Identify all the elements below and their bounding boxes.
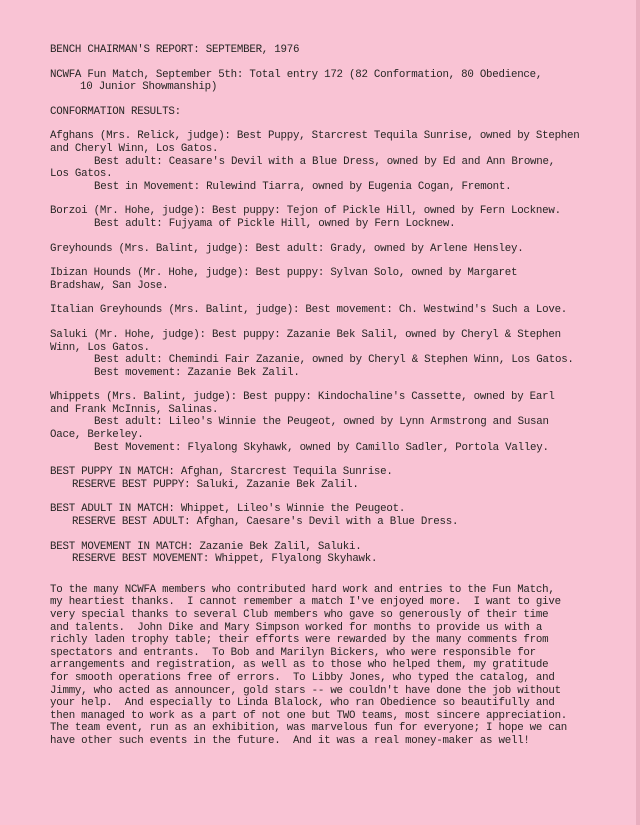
whippets-results (50, 391, 600, 454)
best-adult-section (50, 503, 600, 528)
result-line: and Cheryl Winn, Los Gatos. (50, 142, 219, 155)
result-line: Best movement: Zazanie Bek Zalil. (94, 366, 300, 379)
closing-line: spectators and entrants. To Bob and Marilyn Bickers, who were responsible for (50, 646, 536, 659)
result-line: RESERVE BEST MOVEMENT: Whippet, Flyalong Skyhawk. (72, 553, 378, 566)
greyhounds-results (50, 243, 600, 256)
conformation-heading: CONFORMATION RESULTS: (50, 105, 181, 118)
result-line: Best adult: Lileo's Winnie the Peugeot, owned by Lynn Armstrong and Susan (94, 416, 549, 429)
borzoi-results (50, 205, 600, 230)
result-line: Best Movement: Flyalong Skyhawk, owned by Camillo Sadler, Portola Valley. (94, 441, 549, 454)
closing-line: richly laden trophy table; their efforts were rewarded by the many comments from (50, 634, 549, 647)
match-summary-line1: NCWFA Fun Match, September 5th: Total entry 172 (82 Conformation, 80 Obedience, (50, 68, 543, 81)
result-line: Saluki (Mr. Hohe, judge): Best puppy: Zazanie Bek Salil, owned by Cheryl & Stephen (50, 328, 561, 341)
result-line: Ibizan Hounds (Mr. Hohe, judge): Best puppy: Sylvan Solo, owned by Margaret (50, 267, 518, 280)
result-line: RESERVE BEST ADULT: Afghan, Caesare's Devil with a Blue Dress. (72, 516, 459, 529)
result-line: BEST MOVEMENT IN MATCH: Zazanie Bek Zalil, Saluki. (50, 540, 362, 553)
result-line: RESERVE BEST PUPPY: Saluki, Zazanie Bek Zalil. (72, 478, 359, 491)
closing-line: then managed to work as a part of not one but TWO teams, most sincere appreciation. (50, 709, 568, 722)
paper-edge (636, 0, 640, 825)
italian-greyhounds-results (50, 304, 600, 317)
result-line: Best adult: Ceasare's Devil with a Blue Dress, owned by Ed and Ann Browne, (94, 155, 555, 168)
result-line: Afghans (Mrs. Relick, judge): Best Puppy, Starcrest Tequila Sunrise, owned by Stephen (50, 130, 580, 143)
result-line: Best adult: Chemindi Fair Zazanie, owned by Cheryl & Stephen Winn, Los Gatos. (94, 354, 574, 367)
closing-line: your help. And especially to Linda Blalock, who ran Obedience so beautifully and (50, 697, 555, 710)
closing-line: my heartiest thanks. I cannot remember a match I've enjoyed more. I want to give (50, 596, 561, 609)
result-line: Borzoi (Mr. Hohe, judge): Best puppy: Tejon of Pickle Hill, owned by Fern Locknew. (50, 205, 561, 218)
closing-line: have other such events in the future. And it was a real money-maker as well! (50, 734, 530, 747)
closing-line: arrangements and registration, as well as to those who helped them, my gratitude (50, 659, 549, 672)
closing-line: To the many NCWFA members who contributed hard work and entries to the Fun Match, (50, 583, 555, 596)
result-line: Bradshaw, San Jose. (50, 279, 169, 292)
result-line: BEST ADULT IN MATCH: Whippet, Lileo's Winnie the Peugeot. (50, 503, 406, 516)
report-title: BENCH CHAIRMAN'S REPORT: SEPTEMBER, 1976 (50, 44, 300, 56)
best-movement-section (50, 541, 600, 566)
result-line: Greyhounds (Mrs. Balint, judge): Best adult: Grady, owned by Arlene Hensley. (50, 242, 524, 255)
best-puppy-section (50, 466, 600, 491)
result-line: Whippets (Mrs. Balint, judge): Best puppy: Kindochaline's Cassette, owned by Earl (50, 391, 555, 404)
ibizan-results (50, 267, 600, 292)
closing-paragraph (50, 584, 600, 748)
result-line: Los Gatos. (50, 168, 113, 181)
closing-line: Jimmy, who acted as announcer, gold stars -- we couldn't have done the job without (50, 684, 561, 697)
closing-line: for smooth operations free of errors. To Libby Jones, who typed the catalog, and (50, 671, 555, 684)
result-line: Oace, Berkeley. (50, 429, 144, 442)
saluki-results (50, 329, 600, 379)
result-line: and Frank McInnis, Salinas. (50, 403, 219, 416)
result-line: Best adult: Fujyama of Pickle Hill, owned by Fern Locknew. (94, 217, 456, 230)
match-summary-line2: 10 Junior Showmanship) (80, 81, 218, 94)
afghans-results (50, 130, 600, 193)
closing-line: very special thanks to several Club members who gave so generously of their time (50, 609, 549, 621)
closing-line: The team event, run as an exhibition, was marvelous fun for everyone; I hope we can (50, 722, 568, 735)
result-line: Best in Movement: Rulewind Tiarra, owned by Eugenia Cogan, Fremont. (94, 180, 512, 193)
closing-line: and talents. John Dike and Mary Simpson worked for months to provide us with a (50, 621, 543, 634)
result-line: Italian Greyhounds (Mrs. Balint, judge): Best movement: Ch. Westwind's Such a Love. (50, 304, 568, 317)
result-line: Winn, Los Gatos. (50, 341, 150, 354)
result-line: BEST PUPPY IN MATCH: Afghan, Starcrest Tequila Sunrise. (50, 466, 393, 479)
